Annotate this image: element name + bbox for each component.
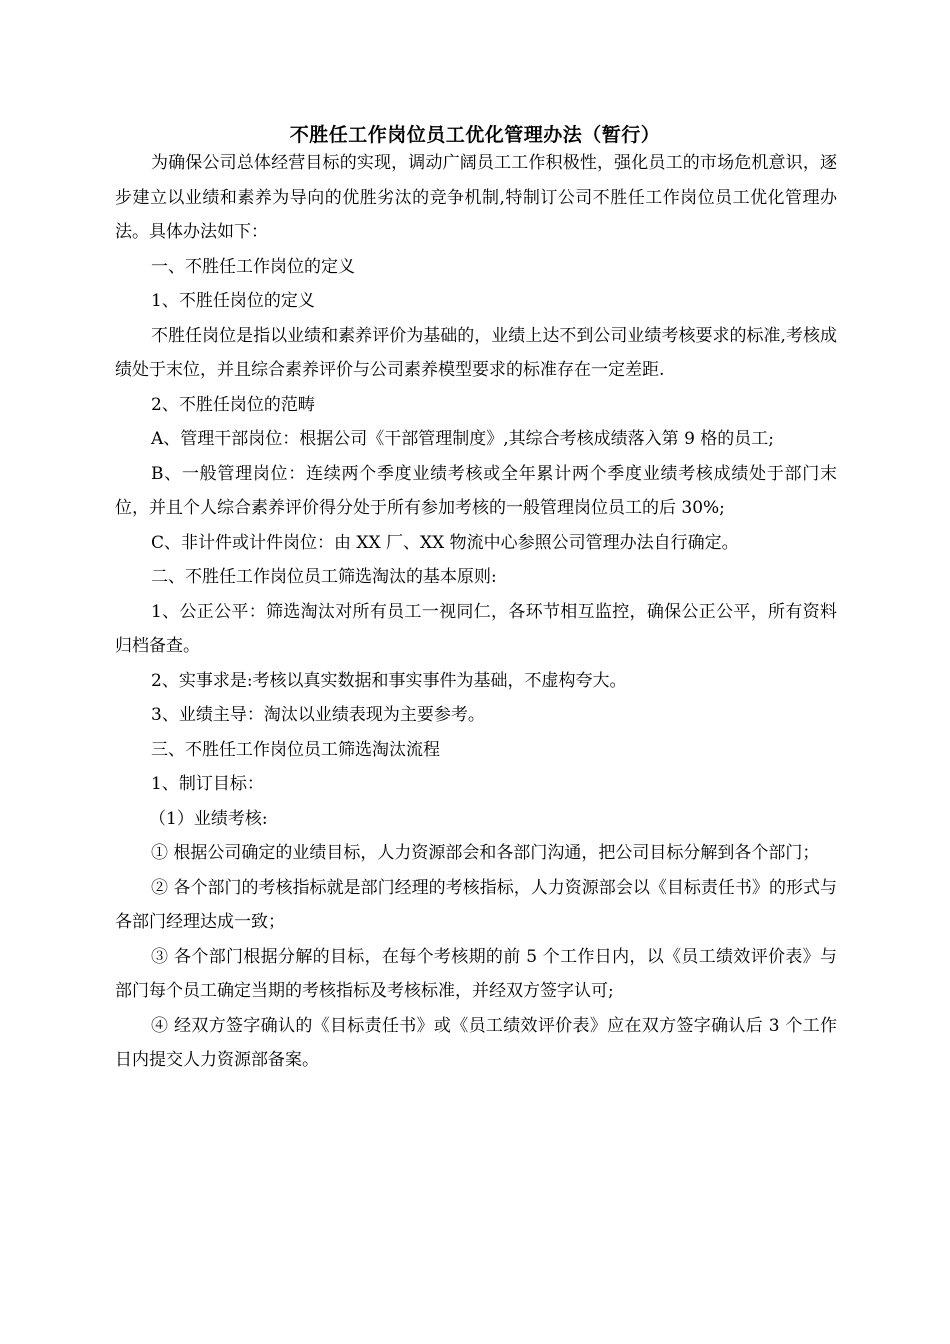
heading-subsection-1-2: 2、不胜任岗位的范畴 bbox=[151, 394, 315, 415]
paragraph-step-1: ① 根据公司确定的业绩目标，人力资源部会和各部门沟通，把公司目标分解到各个部门； bbox=[151, 843, 820, 863]
paragraph-principle-3: 3、业绩主导：淘汰以业绩表现为主要参考。 bbox=[151, 705, 485, 725]
paragraph-intro: 为确保公司总体经营目标的实现，调动广阔员工工作积极性，强化员工的市场危机意识，逐步建立以业绩和素养为导向的优胜劣汰的竞争机制,特制订公司不胜任工作岗位员工优化管理办法。具体办法如下： bbox=[115, 153, 837, 242]
paragraph-step-2: ② 各个部门的考核指标就是部门经理的考核指标，人力资源部会以《目标责任书》的形式与各部门经理达成一致； bbox=[115, 877, 837, 932]
heading-subsection-3-1: 1、制订目标： bbox=[151, 774, 264, 794]
document-body bbox=[115, 146, 837, 1078]
document-title: 不胜任工作岗位员工优化管理办法（暂行） bbox=[289, 124, 661, 146]
paragraph-scope-b: B、一般管理岗位：连续两个季度业绩考核或全年累计两个季度业绩考核成绩处于部门末位，并且个人综合素养评价得分处于所有参加考核的一般管理岗位员工的后 30%; bbox=[115, 463, 837, 518]
heading-item-performance: （1）业绩考核: bbox=[149, 808, 268, 829]
paragraph-definition: 不胜任岗位是指以业绩和素养评价为基础的，业绩上达不到公司业绩考核要求的标准,考核成绩处于末位，并且综合素养评价与公司素养模型要求的标准存在一定差距. bbox=[115, 325, 837, 380]
paragraph-principle-2: 2、实事求是:考核以真实数据和事实事件为基础，不虚构夸大。 bbox=[151, 670, 627, 691]
paragraph-scope-a: A、管理干部岗位：根据公司《干部管理制度》,其综合考核成绩落入第 9 格的员工; bbox=[151, 429, 775, 449]
paragraph-principle-1: 1、公正公平：筛选淘汰对所有员工一视同仁，各环节相互监控，确保公正公平，所有资料归档备查。 bbox=[115, 601, 837, 656]
heading-section-2: 二、不胜任工作岗位员工筛选淘汰的基本原则: bbox=[151, 567, 497, 587]
heading-section-1: 一、不胜任工作岗位的定义 bbox=[151, 256, 355, 277]
paragraph-scope-c: C、非计件或计件岗位：由 XX 厂、XX 物流中心参照公司管理办法自行确定。 bbox=[151, 532, 739, 553]
paragraph-step-4: ④ 经双方签字确认的《目标责任书》或《员工绩效评价表》应在双方签字确认后 3 个工作日内提交人力资源部备案。 bbox=[115, 1015, 837, 1070]
heading-section-3: 三、不胜任工作岗位员工筛选淘汰流程 bbox=[151, 739, 440, 760]
heading-subsection-1-1: 1、不胜任岗位的定义 bbox=[151, 291, 315, 311]
paragraph-step-3: ③ 各个部门根据分解的目标，在每个考核期的前 5 个工作日内，以《员工绩效评价表》与部门每个员工确定当期的考核指标及考核标准，并经双方签字认可; bbox=[115, 946, 837, 1001]
